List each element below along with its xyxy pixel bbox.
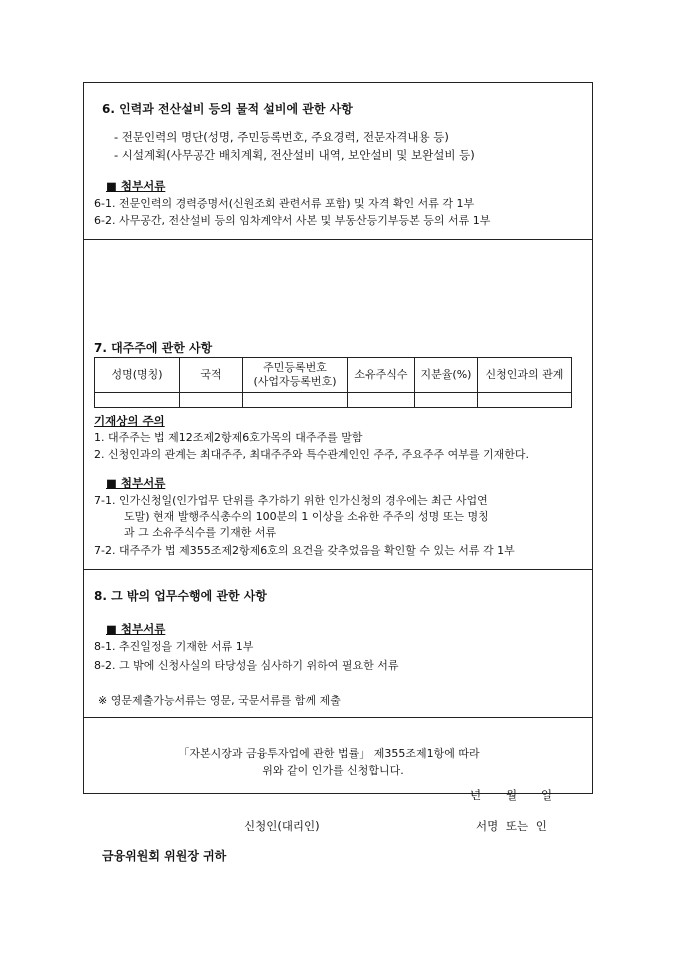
closing-statement-line1: 「자본시장과 금융투자업에 관한 법률」 제355조제1항에 따라 <box>178 747 480 760</box>
section-8-attach-title: ■ 첨부서류 <box>106 622 166 636</box>
section-7-attachment-1: 7-1. 인가신청일(인가업무 단위를 추가하기 위한 인가신청의 경우에는 최근 사업연 <box>94 494 488 507</box>
date-month: 월 <box>506 788 518 802</box>
col-name: 성명(명칭) <box>95 358 180 393</box>
section-6-item: - 시설계획(사무공간 배치계획, 전산설비 내역, 보안설비 및 보완설비 등) <box>114 148 475 162</box>
section-7-heading: 7. 대주주에 관한 사항 <box>94 341 213 355</box>
section-6-attachment: 6-1. 전문인력의 경력증명서(신원조회 관련서류 포함) 및 자격 확인 서류 각 1부 <box>94 197 475 210</box>
table-cell[interactable] <box>415 393 478 408</box>
table-cell[interactable] <box>243 393 348 408</box>
col-stake: 지분율(%) <box>415 358 478 393</box>
table-header-row <box>95 358 572 393</box>
section-6-attach-title: ■ 첨부서류 <box>106 179 166 193</box>
closing-section <box>84 717 592 863</box>
col-id-number-line2: (사업자등록번호) <box>253 375 337 388</box>
section-7-note: 1. 대주주는 법 제12조제2항제6호가목의 대주주를 말함 <box>94 431 363 444</box>
col-shares: 소유주식수 <box>348 358 415 393</box>
section-6-heading: 6. 인력과 전산설비 등의 물적 설비에 관한 사항 <box>102 102 353 116</box>
section-7-attach-title: ■ 첨부서류 <box>106 476 166 490</box>
section-8-note: ※ 영문제출가능서류는 영문, 국문서류를 함께 제출 <box>98 694 341 707</box>
section-6-attachment: 6-2. 사무공간, 전산설비 등의 임차계약서 사본 및 부동산등기부등본 등의 서류 1부 <box>94 214 491 227</box>
application-form <box>83 82 593 863</box>
applicant-label: 신청인(대리인) <box>244 819 320 833</box>
section-7-note: 2. 신청인과의 관계는 최대주주, 최대주주와 특수관계인인 주주, 주요주주 여부를 기재한다. <box>94 448 529 461</box>
section-7 <box>84 239 592 570</box>
date-day: 일 <box>541 788 553 802</box>
closing-statement-line2: 위와 같이 인가를 신청합니다. <box>262 764 404 777</box>
section-8-attachment: 8-1. 추진일정을 기재한 서류 1부 <box>94 640 254 653</box>
section-7-notes-title: 기재상의 주의 <box>94 414 165 428</box>
table-cell[interactable] <box>180 393 243 408</box>
section-7-attachment-1-cont: 과 그 소유주식수를 기재한 서류 <box>124 526 277 539</box>
date-year: 년 <box>470 788 482 802</box>
section-8-heading: 8. 그 밖의 업무수행에 관한 사항 <box>94 589 267 603</box>
signature-label: 서명 또는 인 <box>476 819 547 833</box>
col-id-number <box>243 358 348 393</box>
section-7-attachment-1-cont: 도말) 현재 발행주식총수의 100분의 1 이상을 소유한 주주의 성명 또는 명칭 <box>124 510 489 523</box>
table-cell[interactable] <box>348 393 415 408</box>
section-8-attachment: 8-2. 그 밖에 신청사실의 타당성을 심사하기 위하여 필요한 서류 <box>94 659 399 672</box>
section-7-attachment-2: 7-2. 대주주가 법 제355조제2항제6호의 요건을 갖추었음을 확인할 수 있는 서류 각 1부 <box>94 544 515 557</box>
table-cell[interactable] <box>478 393 572 408</box>
col-nationality: 국적 <box>180 358 243 393</box>
section-6 <box>84 83 592 240</box>
table-cell[interactable] <box>95 393 180 408</box>
table-row <box>95 393 572 408</box>
major-shareholder-table <box>94 357 572 408</box>
col-id-number-line1: 주민등록번호 <box>263 361 327 374</box>
section-6-item: - 전문인력의 명단(성명, 주민등록번호, 주요경력, 전문자격내용 등) <box>114 130 449 144</box>
addressee: 금융위원회 위원장 귀하 <box>102 849 227 863</box>
section-8 <box>84 569 592 718</box>
col-relation: 신청인과의 관계 <box>478 358 572 393</box>
